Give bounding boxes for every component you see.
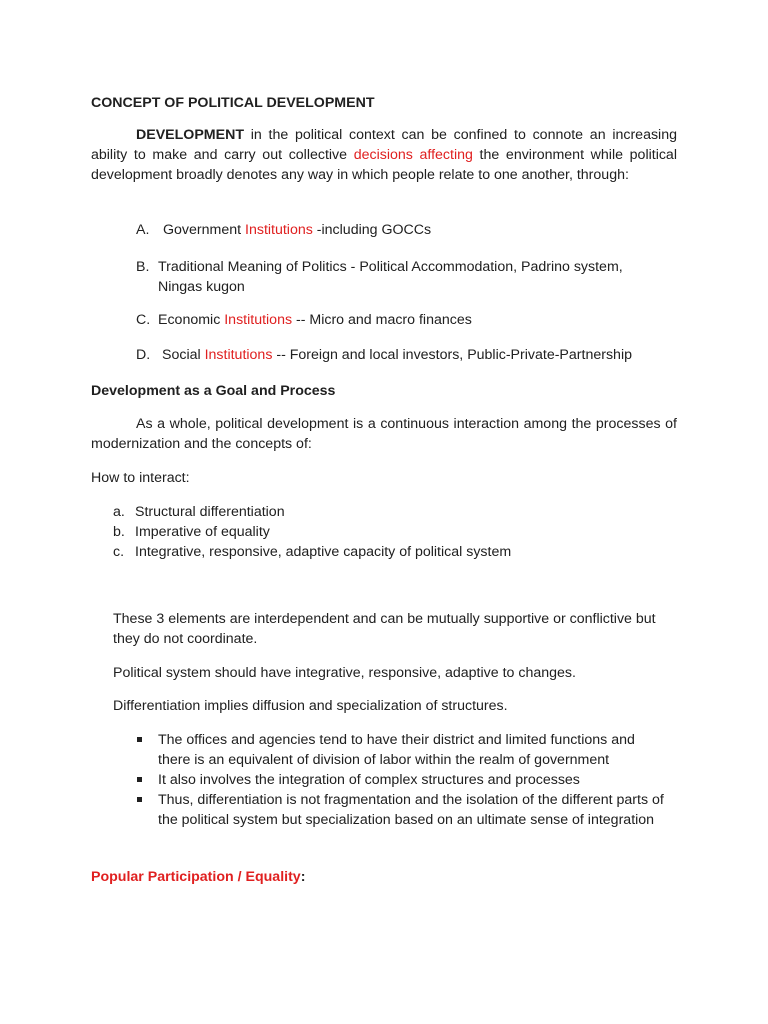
list-item-text: Social Institutions -- Foreign and local investors, Public-Private-Partnership (162, 347, 632, 363)
list-item-text: Economic Institutions -- Micro and macro finances (158, 312, 472, 328)
section2-paragraph: As a whole, political development is a continuous interaction among the processes of modernization and the concepts of: (91, 416, 677, 452)
list-item: c. Integrative, responsive, adaptive capacity of political system (113, 544, 512, 560)
bullet-list (135, 730, 695, 830)
list-marker: D. (136, 347, 151, 363)
intro-highlight: decisions affecting (353, 147, 473, 163)
list-item: Thus, differentiation is not fragmentation and the isolation of the different parts of the political system but specialization based on an ultimate sense of integration (135, 790, 668, 830)
list-item-c (136, 310, 696, 330)
list-item-text: Government Institutions -including GOCCs (163, 222, 432, 238)
section3-paragraph-2: Political system should have integrative, responsive, adaptive to changes. (113, 665, 576, 681)
square-bullet-icon (137, 737, 142, 742)
square-bullet-icon (137, 797, 142, 802)
intro-text-2: the environment while political development broadly denotes any way in which people relate to one another, through: (91, 147, 677, 183)
section-heading-popular-participation: Popular Participation / Equality: (91, 869, 306, 885)
page-title: CONCEPT OF POLITICAL DEVELOPMENT (91, 95, 375, 111)
list-item: It also involves the integration of complex structures and processes (135, 770, 668, 790)
intro-paragraph (91, 125, 677, 185)
interact-list (113, 502, 673, 562)
list-marker: a. (113, 504, 125, 520)
list-marker: c. (113, 544, 125, 560)
section3-paragraph-3: Differentiation implies diffusion and specialization of structures. (113, 698, 508, 714)
list-item-a (136, 220, 696, 240)
list-item: a. Structural differentiation (113, 504, 285, 520)
intro-text-1: in the political context can be confined to connote an increasing ability to make and carry out collective (91, 127, 677, 163)
list-marker: C. (136, 312, 151, 328)
list-item-text: Traditional Meaning of Politics - Political Accommodation, Padrino system, Ningas kugon (158, 259, 623, 295)
section3-paragraph-1: These 3 elements are interdependent and can be mutually supportive or conflictive but they do not coordinate. (113, 611, 656, 647)
list-item-d (136, 345, 696, 365)
list-item: b. Imperative of equality (113, 524, 270, 540)
list-marker: A. (136, 222, 150, 238)
list-item: The offices and agencies tend to have their district and limited functions and there is an equivalent of division of labor within the realm of government (135, 730, 668, 770)
how-to-interact-label: How to interact: (91, 470, 190, 486)
section-heading-development: Development as a Goal and Process (91, 383, 336, 399)
list-marker: b. (113, 524, 125, 540)
list-item-b (136, 257, 696, 297)
list-marker: B. (136, 259, 150, 275)
square-bullet-icon (137, 777, 142, 782)
intro-lead: DEVELOPMENT (136, 127, 244, 143)
